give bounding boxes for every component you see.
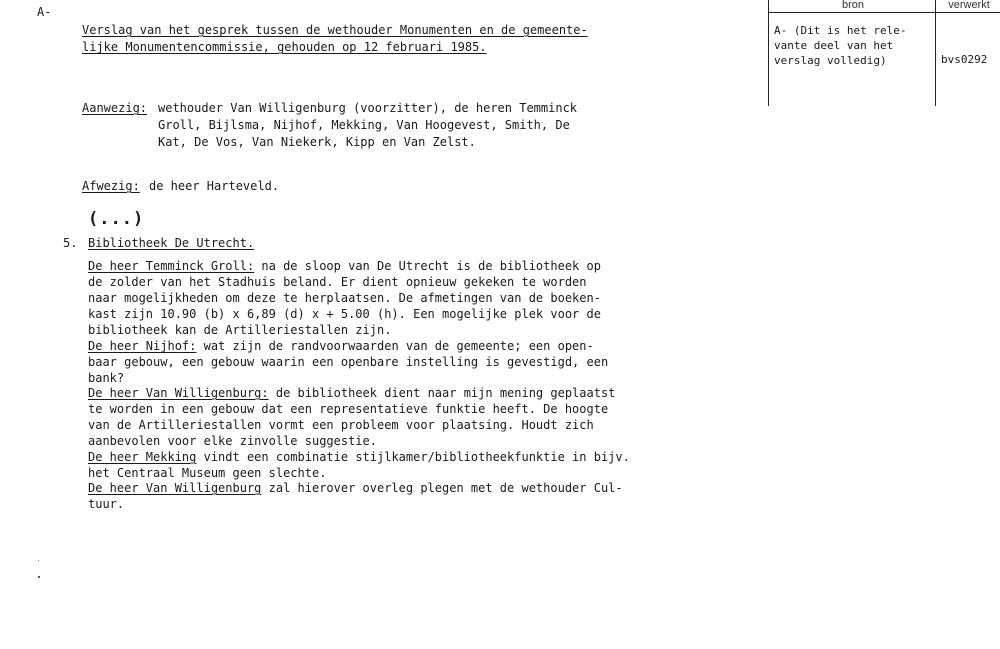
form-note — [774, 23, 906, 68]
paragraph-text: zal hierover overleg plegen met de wethouder Cul- — [261, 481, 623, 495]
present-line-2: Groll, Bijlsma, Nijhof, Mekking, Van Hoogevest, Smith, De — [158, 118, 570, 132]
title-line-1: Verslag van het gesprek tussen de wethouder Monumenten en de gemeente- — [82, 23, 588, 37]
omission-mark: (...) — [88, 209, 145, 229]
speaker-name: De heer Temminck Groll: — [88, 259, 255, 273]
paragraph-line: kast zijn 10.90 (b) x 6,89 (d) x + 5.00 (h). Een mogelijke plek voor de — [88, 307, 601, 321]
paragraph-line: tuur. — [88, 497, 125, 511]
form-header — [769, 0, 1000, 13]
paragraph-line: te worden in een gebouw dat een representatieve funktie heeft. De hoogte — [88, 402, 609, 416]
title-line-2: lijke Monumentencommissie, gehouden op 12 februari 1985. — [82, 40, 487, 54]
paragraph-line: de zolder van het Stadhuis beland. Er dient opnieuw gekeken te worden — [88, 275, 587, 289]
margin-mark: A- — [37, 5, 52, 19]
paragraph-first-line — [88, 386, 615, 401]
paragraph-line: van de Artilleriestallen vormt een probleem voor plaatsing. Houdt zich — [88, 418, 594, 432]
speaker-name: De heer Van Willigenburg — [88, 481, 262, 495]
absent-label: Afwezig: — [82, 179, 140, 193]
paragraph-line: bibliotheek kan de Artilleriestallen zijn. — [88, 323, 392, 337]
form-col-processed: verwerkt — [948, 0, 990, 11]
present-line-1: wethouder Van Willigenburg (voorzitter), de heren Temminck — [158, 101, 578, 115]
section-number: 5. — [63, 236, 78, 250]
present-line-3: Kat, De Vos, Van Niekerk, Kipp en Van Zelst. — [158, 135, 476, 149]
scan-speck — [38, 560, 39, 561]
paragraph-first-line — [88, 259, 601, 274]
paragraph-line: aanbevolen voor elke zinvolle suggestie. — [88, 434, 377, 448]
form-note-line: A- (Dit is het rele- — [774, 24, 907, 37]
speaker-name: De heer Nijhof: — [88, 339, 197, 353]
scan-speck — [38, 576, 40, 578]
absent-text: de heer Harteveld. — [149, 179, 280, 193]
paragraph-line: naar mogelijkheden om deze te herplaatsen. De afmetingen van de boeken- — [88, 291, 601, 305]
paragraph-text: na de sloop van De Utrecht is de bibliotheek op — [254, 259, 601, 273]
speaker-name: De heer Mekking — [88, 450, 197, 464]
form-note-line: vante deel van het — [774, 39, 894, 52]
paragraph-first-line — [88, 339, 594, 354]
section-title: Bibliotheek De Utrecht. — [88, 236, 255, 250]
paragraph-line: baar gebouw, een gebouw waarin een openbare instelling is gevestigd, een — [88, 355, 609, 369]
form-note-line: verslag volledig) — [774, 54, 887, 67]
paragraph-text: de bibliotheek dient naar mijn mening geplaatst — [268, 386, 616, 400]
paragraph-line: het Centraal Museum geen slechte. — [88, 466, 327, 480]
paragraph-first-line — [88, 450, 630, 465]
present-label: Aanwezig: — [82, 101, 148, 115]
form-divider — [935, 0, 936, 106]
form-code: bvs0292 — [941, 53, 988, 66]
paragraph-text: wat zijn de randvoorwaarden van de gemeente; een open- — [196, 339, 594, 353]
paragraph-first-line — [88, 481, 623, 496]
source-form-box — [768, 0, 1000, 106]
form-col-source: bron — [841, 0, 865, 11]
speaker-name: De heer Van Willigenburg: — [88, 386, 269, 400]
paragraph-line: bank? — [88, 371, 125, 385]
paragraph-text: vindt een combinatie stijlkamer/bibliotheekfunktie in bijv. — [196, 450, 630, 464]
